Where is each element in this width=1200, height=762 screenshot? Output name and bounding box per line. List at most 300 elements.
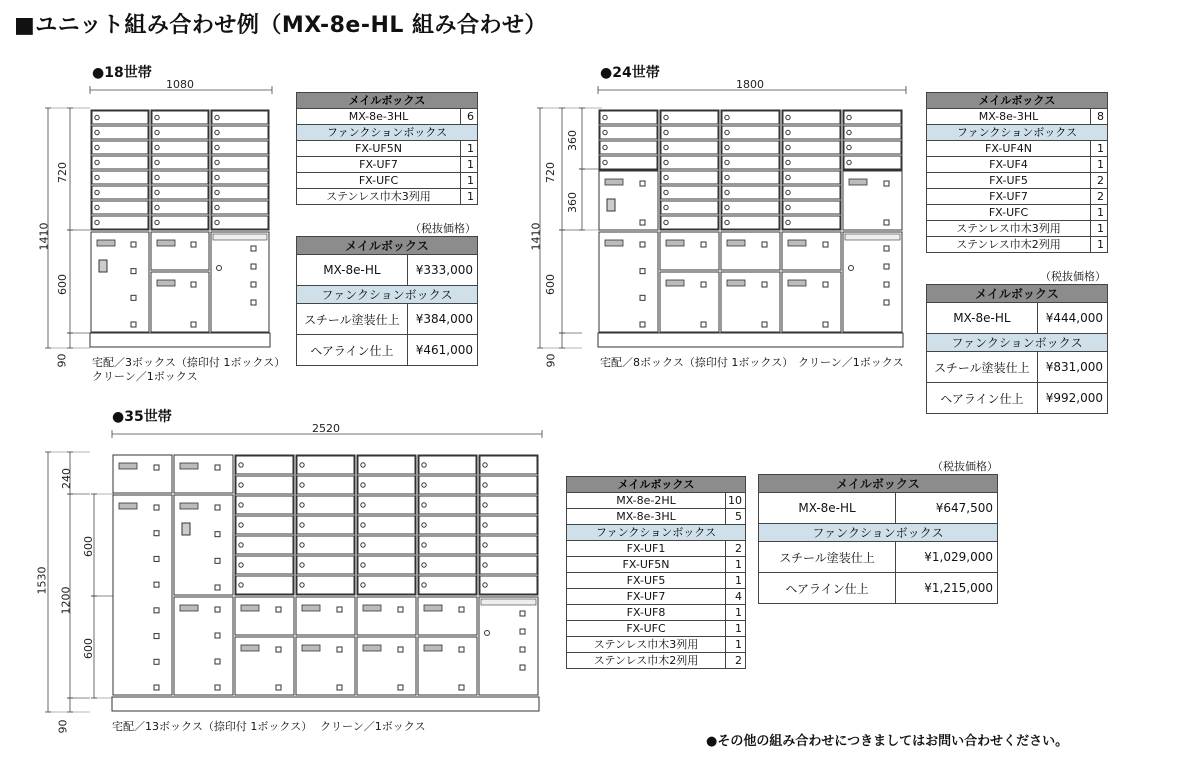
delivery-button-icon — [154, 634, 159, 639]
delivery-button-icon — [337, 607, 342, 612]
mailbox-door — [152, 171, 208, 184]
delivery-box — [113, 455, 172, 493]
mailbox-door — [722, 216, 779, 229]
clean-button-icon — [884, 300, 889, 305]
mailbox-lock-icon — [725, 115, 729, 119]
delivery-button-icon — [215, 465, 220, 470]
mailbox-lock-icon — [95, 190, 99, 194]
mailbox-lock-icon — [603, 130, 607, 134]
price-mail-value: ¥333,000 — [407, 255, 477, 286]
delivery-box — [174, 597, 233, 695]
mailbox-door — [480, 516, 537, 534]
delivery-button-icon — [154, 505, 159, 510]
delivery-button-icon — [154, 465, 159, 470]
mailbox-door — [722, 171, 779, 184]
mailbox-door — [722, 156, 779, 169]
delivery-button-icon — [276, 647, 281, 652]
spec-func-name: ステンレス巾木3列用 — [927, 221, 1091, 237]
delivery-nameplate-icon — [241, 605, 259, 611]
spec-func-header: ファンクションボックス — [297, 125, 478, 141]
price-func-header: ファンクションボックス — [927, 334, 1108, 352]
mailbox-lock-icon — [95, 130, 99, 134]
mailbox-lock-icon — [155, 175, 159, 179]
mailbox-lock-icon — [603, 160, 607, 164]
spec-func-name: FX-UF7 — [297, 157, 461, 173]
delivery-box — [782, 232, 841, 270]
mailbox-lock-icon — [361, 523, 365, 527]
section-title-24: ●24世帯 — [600, 65, 660, 81]
spec-func-name: ステンレス巾木3列用 — [567, 637, 726, 653]
delivery-button-icon — [154, 556, 159, 561]
mailbox-door — [212, 141, 268, 154]
delivery-button-icon — [131, 242, 136, 247]
mailbox-lock-icon — [664, 115, 668, 119]
spec-func-header: ファンクションボックス — [927, 125, 1108, 141]
spec-func-name: ステンレス巾木3列用 — [297, 189, 461, 205]
price-func-header: ファンクションボックス — [297, 286, 478, 304]
mailbox-door — [419, 476, 476, 494]
spec-func-qty: 1 — [1091, 205, 1108, 221]
delivery-button-icon — [276, 607, 281, 612]
mailbox-lock-icon — [239, 583, 243, 587]
price-func-header: ファンクションボックス — [759, 524, 998, 542]
spec-func-qty: 1 — [1091, 157, 1108, 173]
delivery-button-icon — [640, 220, 645, 225]
price-mail-name: MX-8e-HL — [927, 303, 1038, 334]
mailbox-lock-icon — [155, 145, 159, 149]
width-label-24: 1800 — [736, 78, 764, 91]
delivery-nameplate-icon — [727, 280, 745, 286]
spec-func-qty: 1 — [1091, 237, 1108, 253]
clean-button-icon — [251, 264, 256, 269]
mailbox-door — [236, 516, 293, 534]
clean-button-icon — [520, 647, 525, 652]
mailbox-door — [236, 556, 293, 574]
mailbox-door — [783, 171, 840, 184]
mailbox-lock-icon — [483, 543, 487, 547]
mailbox-lock-icon — [725, 205, 729, 209]
mailbox-lock-icon — [300, 583, 304, 587]
note-clean-18: クリーン／1ボックス — [92, 370, 198, 383]
delivery-button-icon — [215, 532, 220, 537]
delivery-button-icon — [191, 322, 196, 327]
width-label-18: 1080 — [166, 78, 194, 91]
mailbox-door — [358, 496, 415, 514]
mailbox-door — [212, 126, 268, 139]
section-title-35: ●35世帯 — [112, 409, 172, 425]
mailbox-lock-icon — [847, 130, 851, 134]
mailbox-door — [661, 216, 718, 229]
mailbox-lock-icon — [300, 503, 304, 507]
mailbox-door — [600, 126, 657, 139]
width-label-35: 2520 — [312, 422, 340, 435]
delivery-button-icon — [398, 607, 403, 612]
spec-table-35 — [566, 476, 746, 669]
spec-func-qty: 1 — [1091, 221, 1108, 237]
delivery-nameplate-icon — [666, 240, 684, 246]
mailbox-lock-icon — [786, 190, 790, 194]
spec-mail-qty: 5 — [726, 509, 746, 525]
clean-button-icon — [251, 246, 256, 251]
mailbox-lock-icon — [847, 115, 851, 119]
mailbox-lock-icon — [725, 175, 729, 179]
height-lower-24: 600 — [544, 274, 557, 295]
clean-button-icon — [520, 665, 525, 670]
mailbox-lock-icon — [95, 175, 99, 179]
mailbox-lock-icon — [239, 543, 243, 547]
price-row-label: ヘアライン仕上 — [297, 335, 408, 366]
delivery-nameplate-icon — [157, 280, 175, 286]
note-delivery-18: 宅配／3ボックス（捺印付 1ボックス） — [92, 356, 286, 369]
mailbox-lock-icon — [361, 483, 365, 487]
mailbox-door — [722, 111, 779, 124]
mailbox-lock-icon — [95, 160, 99, 164]
delivery-nameplate-icon — [119, 463, 137, 469]
delivery-button-icon — [823, 322, 828, 327]
delivery-nameplate-icon — [424, 605, 442, 611]
height-total-35: 1530 — [35, 566, 49, 595]
clean-box — [211, 232, 269, 332]
mailbox-door — [844, 156, 901, 169]
delivery-nameplate-icon — [302, 605, 320, 611]
spec-func-qty: 1 — [726, 637, 746, 653]
mailbox-lock-icon — [664, 190, 668, 194]
mailbox-door — [92, 126, 148, 139]
clean-box-label — [481, 599, 536, 605]
mailbox-door — [236, 456, 293, 474]
mailbox-door — [236, 576, 293, 594]
delivery-button-icon — [154, 659, 159, 664]
spec-table-24 — [926, 92, 1108, 253]
delivery-button-icon — [459, 647, 464, 652]
spec-func-qty: 4 — [726, 589, 746, 605]
mailbox-lock-icon — [215, 175, 219, 179]
delivery-button-icon — [215, 659, 220, 664]
delivery-nameplate-icon — [241, 645, 259, 651]
mailbox-door — [92, 171, 148, 184]
delivery-box — [174, 495, 233, 595]
mailbox-lock-icon — [215, 190, 219, 194]
clean-button-icon — [884, 282, 889, 287]
spec-func-name: FX-UF7 — [567, 589, 726, 605]
mailbox-door — [92, 216, 148, 229]
spec-func-header: ファンクションボックス — [567, 525, 746, 541]
height-lower-18: 600 — [56, 274, 69, 295]
spec-func-qty: 2 — [726, 653, 746, 669]
clean-button-icon — [251, 282, 256, 287]
base-plinth — [598, 333, 903, 347]
mailbox-door — [297, 476, 354, 494]
mailbox-door — [152, 111, 208, 124]
mailbox-lock-icon — [155, 190, 159, 194]
mailbox-door — [600, 111, 657, 124]
unit-drawing-18 — [45, 86, 272, 348]
mailbox-lock-icon — [155, 205, 159, 209]
unit-drawing-35 — [45, 430, 542, 712]
mailbox-door — [92, 201, 148, 214]
mailbox-lock-icon — [483, 503, 487, 507]
spec-func-qty: 2 — [1091, 189, 1108, 205]
footer-note: ●その他の組み合わせにつきましてはお問い合わせください。 — [706, 734, 1069, 749]
mailbox-door — [661, 126, 718, 139]
spec-func-name: FX-UF4N — [927, 141, 1091, 157]
delivery-button-icon — [215, 558, 220, 563]
note-clean-24: クリーン／1ボックス — [798, 356, 904, 369]
mailbox-door — [358, 476, 415, 494]
mailbox-door — [661, 171, 718, 184]
delivery-button-icon — [762, 282, 767, 287]
mailbox-lock-icon — [300, 563, 304, 567]
mailbox-lock-icon — [664, 160, 668, 164]
clean-button-icon — [884, 246, 889, 251]
spec-func-name: FX-UF7 — [927, 189, 1091, 205]
mailbox-lock-icon — [215, 145, 219, 149]
delivery-button-icon — [154, 531, 159, 536]
mailbox-door — [661, 156, 718, 169]
mailbox-door — [419, 556, 476, 574]
delivery-button-icon — [154, 608, 159, 613]
mailbox-door — [419, 576, 476, 594]
page-title: ■ユニット組み合わせ例（MX-8e-HL 組み合わせ） — [14, 13, 548, 38]
price-table-24 — [926, 284, 1108, 414]
delivery-box — [91, 232, 149, 332]
mailbox-door — [212, 201, 268, 214]
mailbox-door — [212, 216, 268, 229]
mailbox-lock-icon — [300, 543, 304, 547]
delivery-nameplate-icon — [180, 503, 198, 509]
spec-func-name: FX-UF5 — [567, 573, 726, 589]
mailbox-door — [297, 496, 354, 514]
mailbox-lock-icon — [786, 115, 790, 119]
mailbox-lock-icon — [239, 503, 243, 507]
delivery-button-icon — [215, 505, 220, 510]
delivery-button-icon — [337, 647, 342, 652]
mailbox-door — [844, 141, 901, 154]
mailbox-lock-icon — [483, 463, 487, 467]
mailbox-door — [92, 111, 148, 124]
mailbox-door — [236, 496, 293, 514]
mailbox-lock-icon — [361, 463, 365, 467]
seal-icon — [607, 199, 615, 211]
mailbox-door — [661, 141, 718, 154]
mailbox-door — [600, 156, 657, 169]
spec-mail-qty: 6 — [461, 109, 478, 125]
delivery-button-icon — [191, 282, 196, 287]
mailbox-door — [480, 576, 537, 594]
mailbox-door — [212, 156, 268, 169]
mailbox-door — [152, 141, 208, 154]
mailbox-door — [419, 536, 476, 554]
delivery-nameplate-icon — [363, 645, 381, 651]
mailbox-lock-icon — [725, 160, 729, 164]
mailbox-door — [297, 516, 354, 534]
mailbox-lock-icon — [422, 563, 426, 567]
mailbox-lock-icon — [155, 160, 159, 164]
tax-note-24: （税抜価格） — [1040, 270, 1106, 283]
height-base-35: 90 — [56, 719, 70, 734]
mailbox-door — [722, 126, 779, 139]
mailbox-lock-icon — [361, 563, 365, 567]
mailbox-door — [480, 496, 537, 514]
mailbox-door — [358, 576, 415, 594]
seal-icon — [99, 260, 107, 272]
mailbox-door — [236, 476, 293, 494]
mailbox-door — [844, 126, 901, 139]
mailbox-lock-icon — [786, 220, 790, 224]
delivery-button-icon — [640, 295, 645, 300]
spec-func-name: FX-UFC — [567, 621, 726, 637]
clean-box — [843, 232, 902, 332]
unit-drawing-24 — [537, 86, 906, 348]
delivery-nameplate-icon — [119, 503, 137, 509]
mailbox-lock-icon — [847, 160, 851, 164]
base-plinth — [112, 697, 539, 711]
tax-note-35: （税抜価格） — [932, 460, 998, 473]
height-middle-35: 1200 — [59, 586, 73, 615]
mailbox-door — [844, 111, 901, 124]
note-delivery-35: 宅配／13ボックス（捺印付 1ボックス） — [112, 720, 313, 733]
delivery-box — [660, 232, 719, 270]
mailbox-lock-icon — [483, 563, 487, 567]
spec-func-qty: 1 — [461, 141, 478, 157]
price-mail-header: メイルボックス — [759, 475, 998, 493]
mailbox-lock-icon — [847, 145, 851, 149]
section-title-18: ●18世帯 — [92, 65, 152, 81]
note-clean-35: クリーン／1ボックス — [320, 720, 426, 733]
clean-box-lock-icon — [217, 266, 222, 271]
price-row-value: ¥461,000 — [407, 335, 477, 366]
mailbox-lock-icon — [95, 145, 99, 149]
height-total-24: 1410 — [529, 222, 543, 251]
clean-button-icon — [520, 629, 525, 634]
spec-func-qty: 1 — [461, 173, 478, 189]
delivery-button-icon — [276, 685, 281, 690]
price-row-value: ¥1,029,000 — [896, 542, 998, 573]
price-row-value: ¥1,215,000 — [896, 573, 998, 604]
price-mail-value: ¥444,000 — [1037, 303, 1107, 334]
clean-box — [479, 597, 538, 695]
price-row-value: ¥831,000 — [1037, 352, 1107, 383]
delivery-button-icon — [701, 242, 706, 247]
mailbox-lock-icon — [664, 130, 668, 134]
mailbox-door — [480, 556, 537, 574]
spec-func-name: FX-UF5 — [927, 173, 1091, 189]
height-upper-a-24: 360 — [566, 130, 579, 151]
mailbox-lock-icon — [361, 583, 365, 587]
height-top-35: 240 — [60, 468, 73, 489]
height-upper-24: 720 — [544, 162, 557, 183]
mailbox-door — [297, 576, 354, 594]
mailbox-lock-icon — [239, 563, 243, 567]
mailbox-door — [212, 171, 268, 184]
delivery-button-icon — [154, 582, 159, 587]
mailbox-door — [358, 536, 415, 554]
clean-box-label — [845, 234, 900, 240]
delivery-box — [599, 232, 658, 332]
spec-func-name: FX-UF5N — [297, 141, 461, 157]
mailbox-lock-icon — [361, 543, 365, 547]
mailbox-door — [297, 556, 354, 574]
clean-box-lock-icon — [485, 631, 490, 636]
delivery-box — [113, 495, 172, 695]
mailbox-lock-icon — [215, 130, 219, 134]
mailbox-lock-icon — [215, 160, 219, 164]
spec-func-name: ステンレス巾木2列用 — [927, 237, 1091, 253]
mailbox-lock-icon — [786, 175, 790, 179]
mailbox-lock-icon — [664, 145, 668, 149]
mailbox-door — [783, 126, 840, 139]
delivery-box — [721, 232, 780, 270]
clean-box-lock-icon — [849, 266, 854, 271]
mailbox-door — [661, 186, 718, 199]
mailbox-lock-icon — [725, 190, 729, 194]
mailbox-door — [419, 456, 476, 474]
delivery-button-icon — [337, 685, 342, 690]
mailbox-door — [212, 111, 268, 124]
price-row-label: ヘアライン仕上 — [927, 383, 1038, 414]
delivery-button-icon — [459, 685, 464, 690]
mailbox-lock-icon — [215, 220, 219, 224]
mailbox-lock-icon — [95, 115, 99, 119]
mailbox-lock-icon — [300, 463, 304, 467]
mailbox-lock-icon — [155, 220, 159, 224]
delivery-box — [174, 455, 233, 493]
mailbox-lock-icon — [239, 523, 243, 527]
mailbox-lock-icon — [422, 543, 426, 547]
mailbox-door — [783, 201, 840, 214]
spec-func-qty: 1 — [726, 621, 746, 637]
spec-func-qty: 1 — [726, 605, 746, 621]
delivery-button-icon — [823, 282, 828, 287]
mailbox-door — [783, 216, 840, 229]
mailbox-lock-icon — [215, 115, 219, 119]
mailbox-lock-icon — [239, 463, 243, 467]
delivery-button-icon — [640, 322, 645, 327]
mailbox-door — [480, 476, 537, 494]
delivery-nameplate-icon — [605, 240, 623, 246]
mailbox-lock-icon — [664, 175, 668, 179]
mailbox-door — [236, 536, 293, 554]
mailbox-door — [92, 186, 148, 199]
spec-func-qty: 1 — [461, 189, 478, 205]
delivery-button-icon — [640, 269, 645, 274]
price-mail-name: MX-8e-HL — [759, 493, 896, 524]
spec-mail-name: MX-8e-3HL — [927, 109, 1091, 125]
height-mid-b-35: 600 — [82, 638, 95, 659]
delivery-nameplate-icon — [302, 645, 320, 651]
price-table-35 — [758, 474, 998, 604]
mailbox-lock-icon — [95, 220, 99, 224]
price-row-label: ヘアライン仕上 — [759, 573, 896, 604]
delivery-nameplate-icon — [788, 280, 806, 286]
clean-button-icon — [520, 611, 525, 616]
mailbox-door — [722, 186, 779, 199]
mailbox-door — [152, 186, 208, 199]
mailbox-door — [722, 141, 779, 154]
spec-func-qty: 1 — [726, 557, 746, 573]
mailbox-lock-icon — [725, 220, 729, 224]
mailbox-lock-icon — [603, 115, 607, 119]
mailbox-lock-icon — [664, 220, 668, 224]
mailbox-lock-icon — [422, 583, 426, 587]
spec-func-qty: 2 — [1091, 173, 1108, 189]
mailbox-lock-icon — [422, 483, 426, 487]
delivery-button-icon — [823, 242, 828, 247]
price-row-value: ¥384,000 — [407, 304, 477, 335]
mailbox-door — [152, 156, 208, 169]
clean-box-label — [213, 234, 267, 240]
mailbox-lock-icon — [95, 205, 99, 209]
